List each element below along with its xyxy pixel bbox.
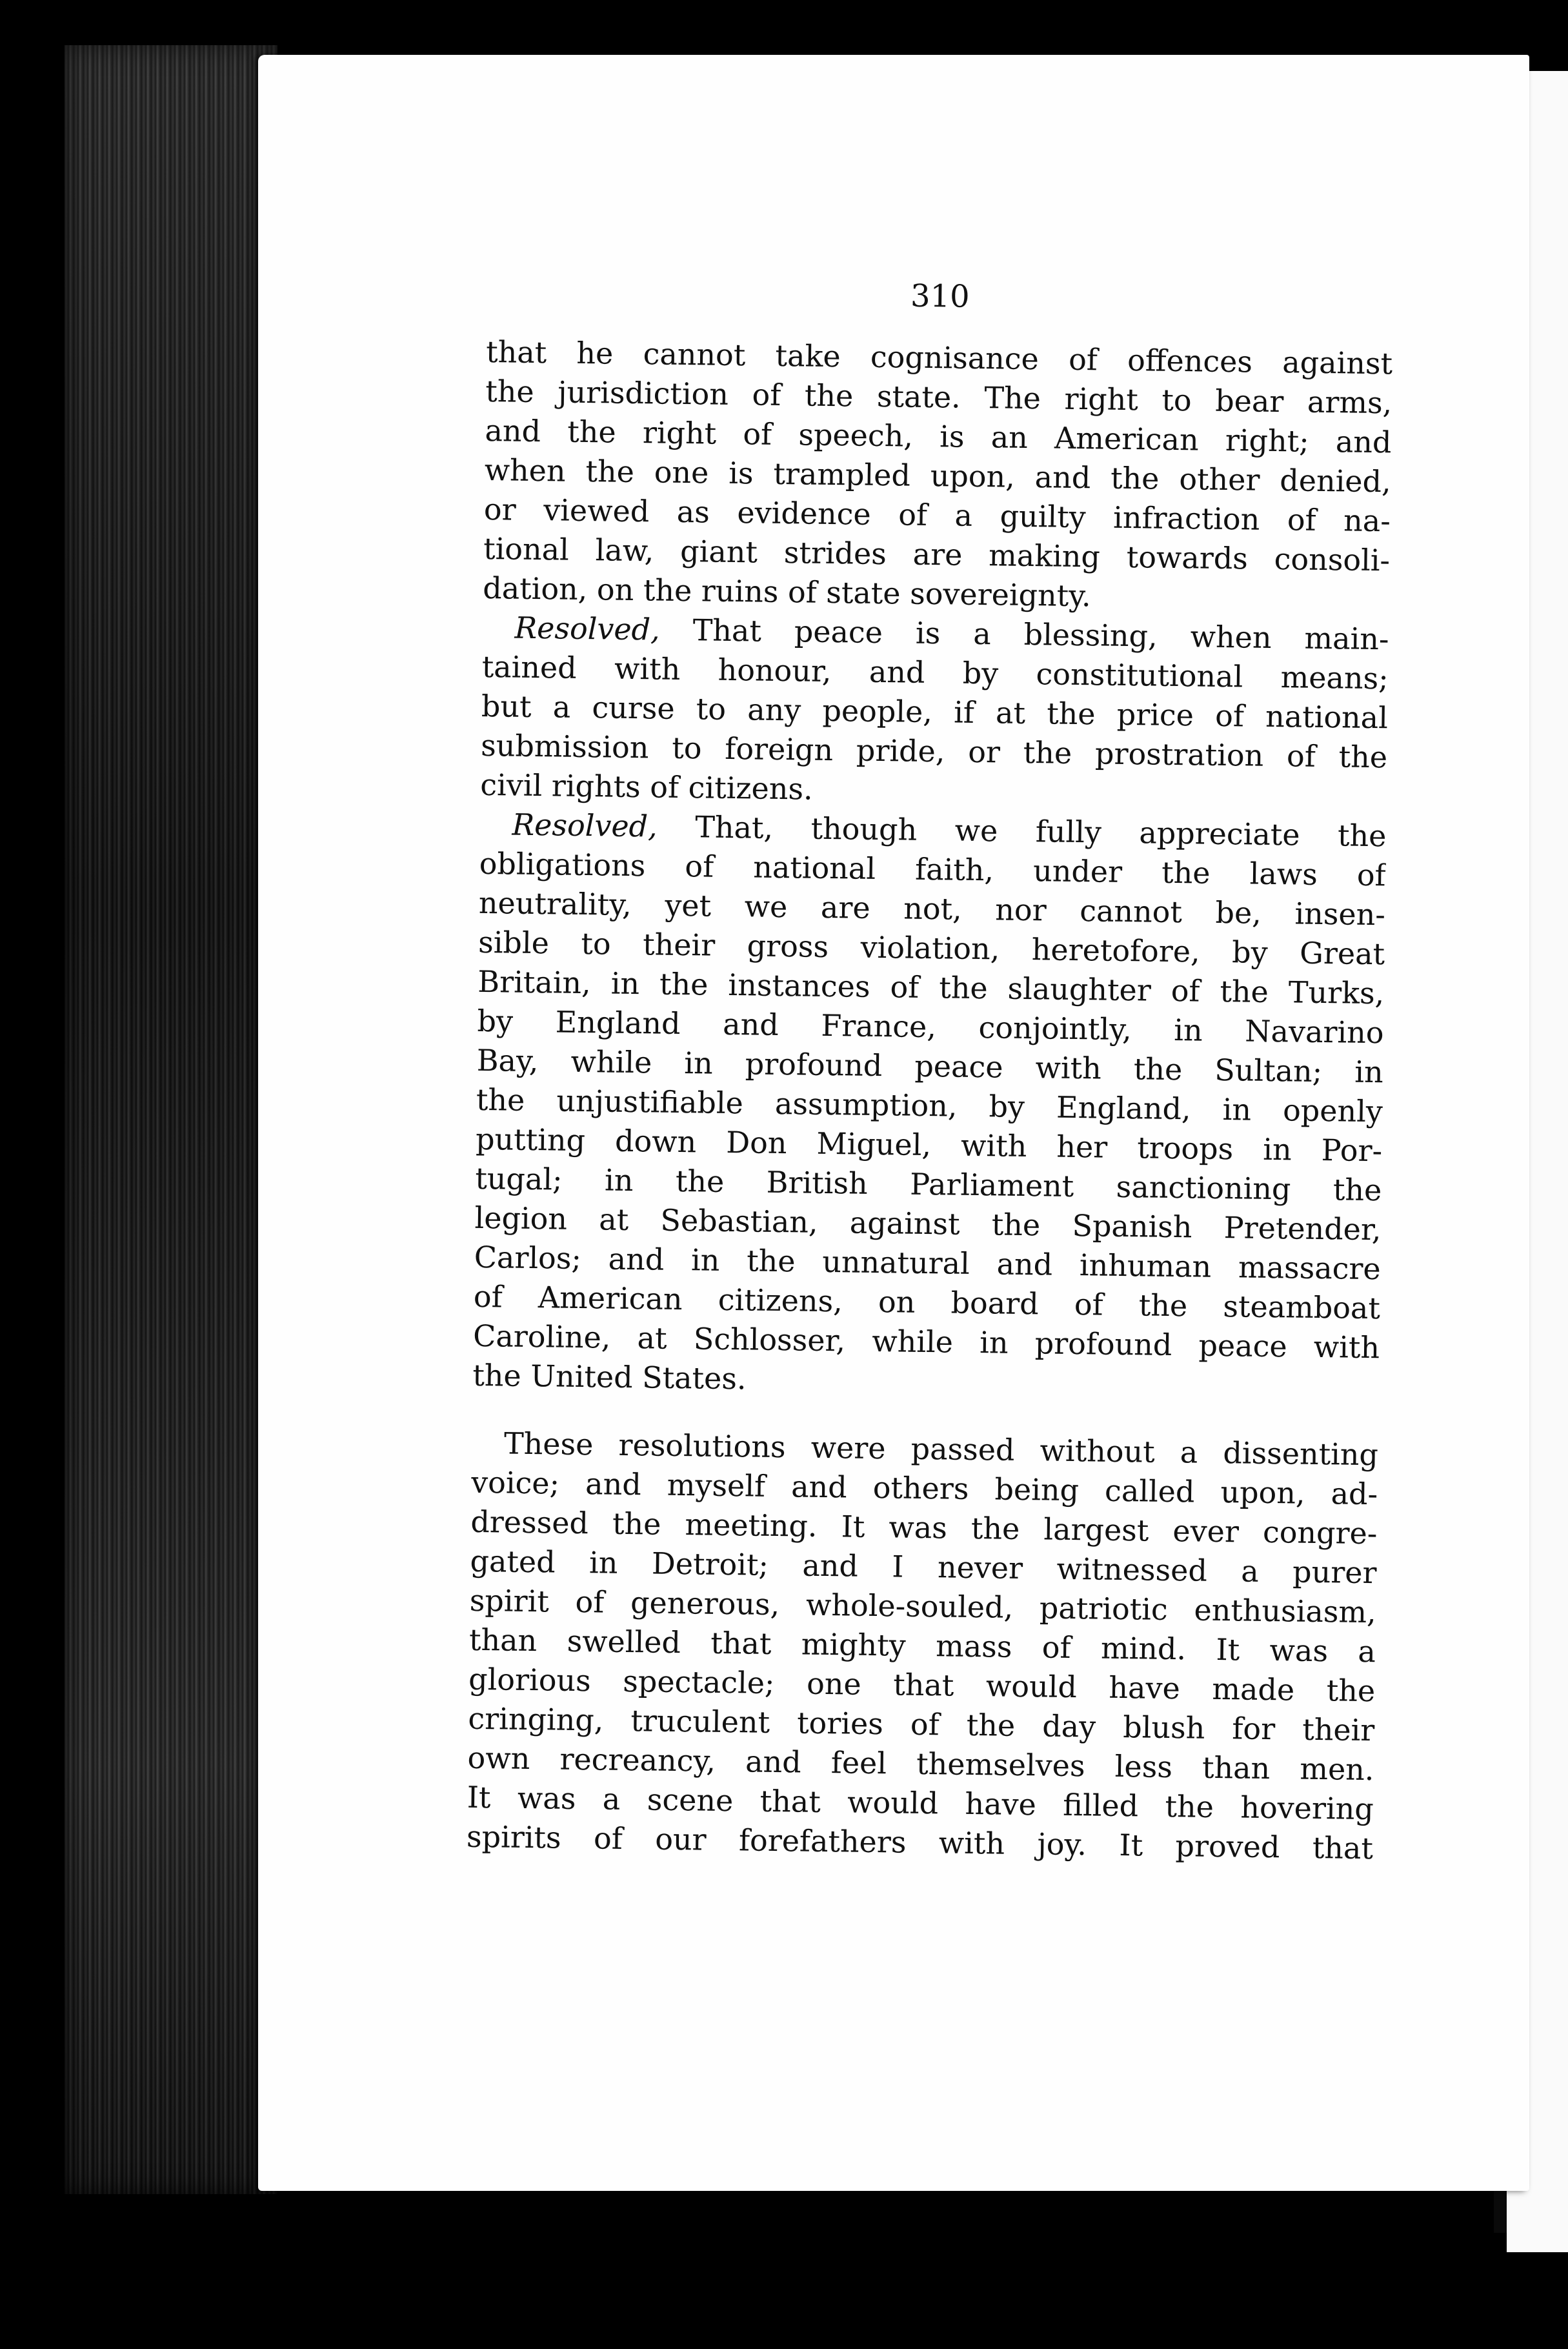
text-fragment: That, though we fully appreciate the	[657, 809, 1387, 854]
text-line: dressed the meeting. It was the largest ever congre-	[470, 1504, 1378, 1551]
text-line: by England and France, conjointly, in Navarino	[477, 1003, 1384, 1051]
text-line: These resolutions were passed without a dissenting	[503, 1426, 1379, 1473]
text-line: neutrality, yet we are not, nor cannot be, insen-	[478, 885, 1386, 933]
text-line: glorious spectacle; one that would have made the	[468, 1661, 1376, 1709]
text-line: the unjustifiable assumption, by England, in openly	[476, 1082, 1383, 1129]
text-line: Britain, in the instances of the slaughter of the Turks,	[477, 963, 1385, 1011]
text-line: voice; and myself and others being called upon, ad-	[470, 1464, 1378, 1512]
text-line: the United States.	[472, 1357, 747, 1396]
text-line: putting down Don Miguel, with her troops in Por-	[475, 1121, 1383, 1169]
text-line: that he cannot take cognisance of offences against	[485, 334, 1393, 381]
text-line: It was a scene that would have filled the hovering	[467, 1779, 1374, 1827]
paragraph-resolved-faith	[472, 805, 1387, 1407]
text-line: spirits of our forefathers with joy. It proved that	[466, 1819, 1374, 1866]
resolved-label: Resolved,	[514, 610, 661, 647]
text-line: when the one is trampled upon, and the other denied,	[484, 452, 1392, 499]
page-number: 310	[910, 277, 970, 315]
text-line: than swelled that mighty mass of mind. It was a	[468, 1622, 1376, 1669]
text-line: Caroline, at Schlosser, while in profound peace with	[472, 1318, 1380, 1366]
text-line: Carlos; and in the unnatural and inhuman massacre	[474, 1239, 1382, 1287]
text-line: of American citizens, on board of the steamboat	[473, 1278, 1381, 1326]
text-line: dation, on the ruins of state sovereignty.	[483, 570, 1092, 614]
text-line: tugal; in the British Parliament sanctioning the	[475, 1160, 1382, 1208]
paragraph-resolved-peace	[480, 608, 1389, 816]
text-line: but a curse to any people, if at the price of national	[481, 688, 1389, 736]
text-line: tained with honour, and by constitutional means;	[481, 649, 1389, 696]
paragraph-meeting	[467, 1424, 1379, 1868]
text-line: civil rights of citizens.	[480, 767, 814, 807]
text-line: legion at Sebastian, against the Spanish Pretender,	[474, 1200, 1382, 1247]
text-fragment: That peace is a blessing, when main-	[659, 612, 1389, 657]
text-line: tional law, giant strides are making towards consoli-	[483, 530, 1391, 578]
text-line: or viewed as evidence of a guilty infraction of na-	[483, 491, 1391, 539]
page-text-block	[467, 261, 1394, 1868]
text-line: spirit of generous, whole-souled, patriotic enthusiasm,	[469, 1582, 1377, 1630]
text-line: submission to foreign pride, or the prostration of the	[480, 727, 1388, 775]
text-line: own recreancy, and feel themselves less than men.	[467, 1740, 1374, 1788]
text-line: and the right of speech, is an American right; and	[485, 412, 1392, 460]
text-line: Bay, while in profound peace with the Sultan; in	[476, 1042, 1384, 1090]
text-line: sible to their gross violation, heretofore, by Great	[477, 924, 1385, 972]
resolved-label: Resolved,	[512, 807, 658, 844]
book-page-edges	[65, 45, 277, 2194]
paragraph-1	[483, 332, 1392, 620]
text-line: the jurisdiction of the state. The right to bear arms,	[485, 373, 1392, 421]
text-line: gated in Detroit; and I never witnessed a purer	[470, 1543, 1377, 1591]
text-line: cringing, truculent tories of the day blush for their	[468, 1700, 1375, 1748]
text-line: obligations of national faith, under the laws of	[479, 845, 1387, 893]
